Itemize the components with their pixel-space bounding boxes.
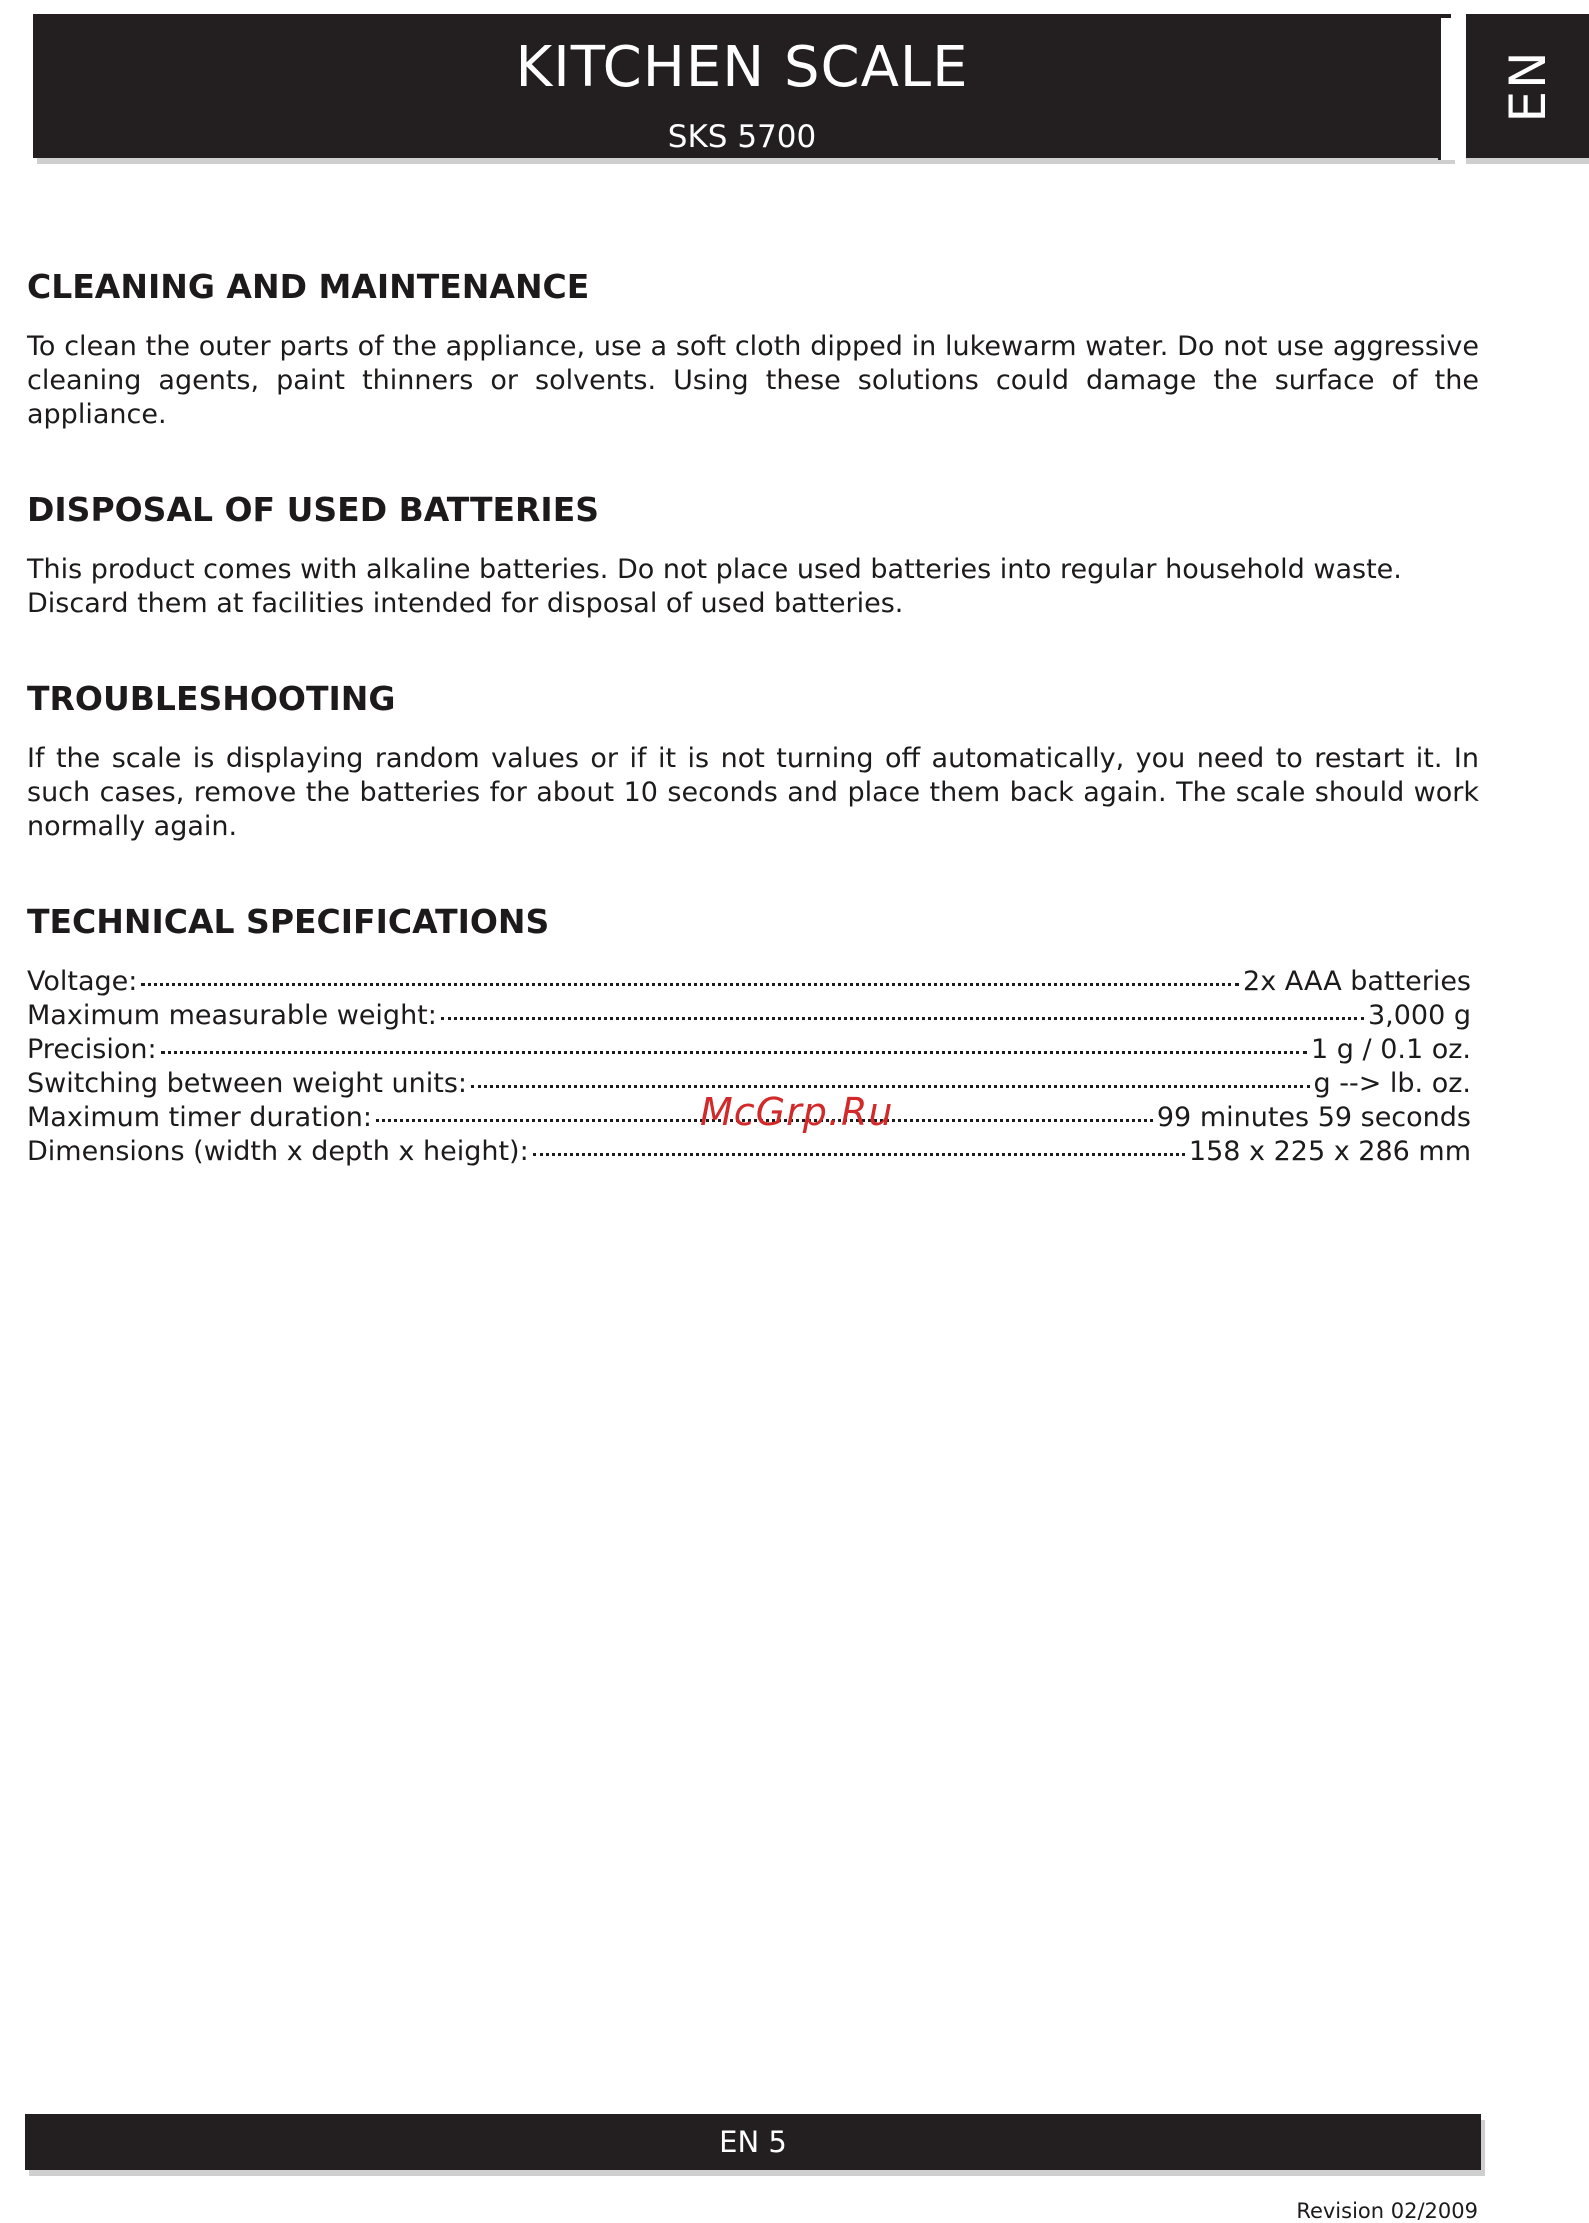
spec-list xyxy=(27,965,1471,1169)
watermark-text: McGrp.Ru xyxy=(700,1090,894,1134)
spec-row xyxy=(27,1033,1471,1067)
spec-label: Precision: xyxy=(27,1033,157,1065)
section-heading: CLEANING AND MAINTENANCE xyxy=(27,267,590,306)
spec-value: 158 x 225 x 286 mm xyxy=(1188,1135,1471,1167)
dot-leader xyxy=(141,983,1239,986)
spec-row xyxy=(27,1135,1471,1169)
spec-value: 1 g / 0.1 oz. xyxy=(1311,1033,1471,1065)
section-heading: TROUBLESHOOTING xyxy=(27,678,396,718)
language-tab xyxy=(1466,14,1589,158)
spec-label: Voltage: xyxy=(27,965,138,997)
dot-leader xyxy=(471,1085,1309,1088)
section-disposal xyxy=(27,491,1479,621)
header-bar xyxy=(33,14,1451,158)
spec-label: Maximum measurable weight: xyxy=(27,999,437,1031)
section-paragraph: If the scale is displaying random values or if it is not turning off automatically, you need to restart it. In such cases, remove the batteries for about 10 seconds and place them back again. The scale should work normally again. xyxy=(27,742,1479,842)
spec-value: 2x AAA batteries xyxy=(1243,965,1471,997)
dot-leader xyxy=(161,1051,1307,1054)
spec-value: g --> lb. oz. xyxy=(1313,1067,1471,1099)
language-tab-label: EN xyxy=(1498,49,1557,123)
spec-value: 99 minutes 59 seconds xyxy=(1156,1101,1471,1133)
revision-label: Revision 02/2009 xyxy=(1296,2199,1478,2223)
spec-label: Dimensions (width x depth x height): xyxy=(27,1135,529,1167)
section-troubleshooting xyxy=(27,680,1479,844)
spec-label: Maximum timer duration: xyxy=(27,1101,373,1133)
spec-row xyxy=(27,999,1471,1033)
spec-label: Switching between weight units: xyxy=(27,1067,468,1099)
section-paragraph xyxy=(27,553,1479,621)
header-edge-divider xyxy=(1438,18,1457,160)
dot-leader xyxy=(441,1017,1364,1020)
section-heading: TECHNICAL SPECIFICATIONS xyxy=(27,901,550,941)
paragraph-line: This product comes with alkaline batteries. Do not place used batteries into regular household waste. xyxy=(27,553,1402,585)
document-body xyxy=(27,268,1479,1169)
dot-leader xyxy=(533,1153,1185,1156)
model-number: SKS 5700 xyxy=(667,119,817,155)
page-title: KITCHEN SCALE xyxy=(515,35,969,100)
spec-value: 3,000 g xyxy=(1367,999,1471,1031)
spec-row xyxy=(27,965,1471,999)
footer-bar xyxy=(25,2114,1481,2170)
section-cleaning xyxy=(27,268,1479,432)
section-heading: DISPOSAL OF USED BATTERIES xyxy=(27,489,600,529)
page-number: EN 5 xyxy=(719,2125,787,2159)
section-paragraph: To clean the outer parts of the appliance, use a soft cloth dipped in lukewarm water. Do not use aggressive cleaning agents, paint thinners or solvents. Using these solutions could damage the surface of the appliance. xyxy=(27,330,1479,430)
paragraph-line: Discard them at facilities intended for disposal of used batteries. xyxy=(27,587,904,619)
